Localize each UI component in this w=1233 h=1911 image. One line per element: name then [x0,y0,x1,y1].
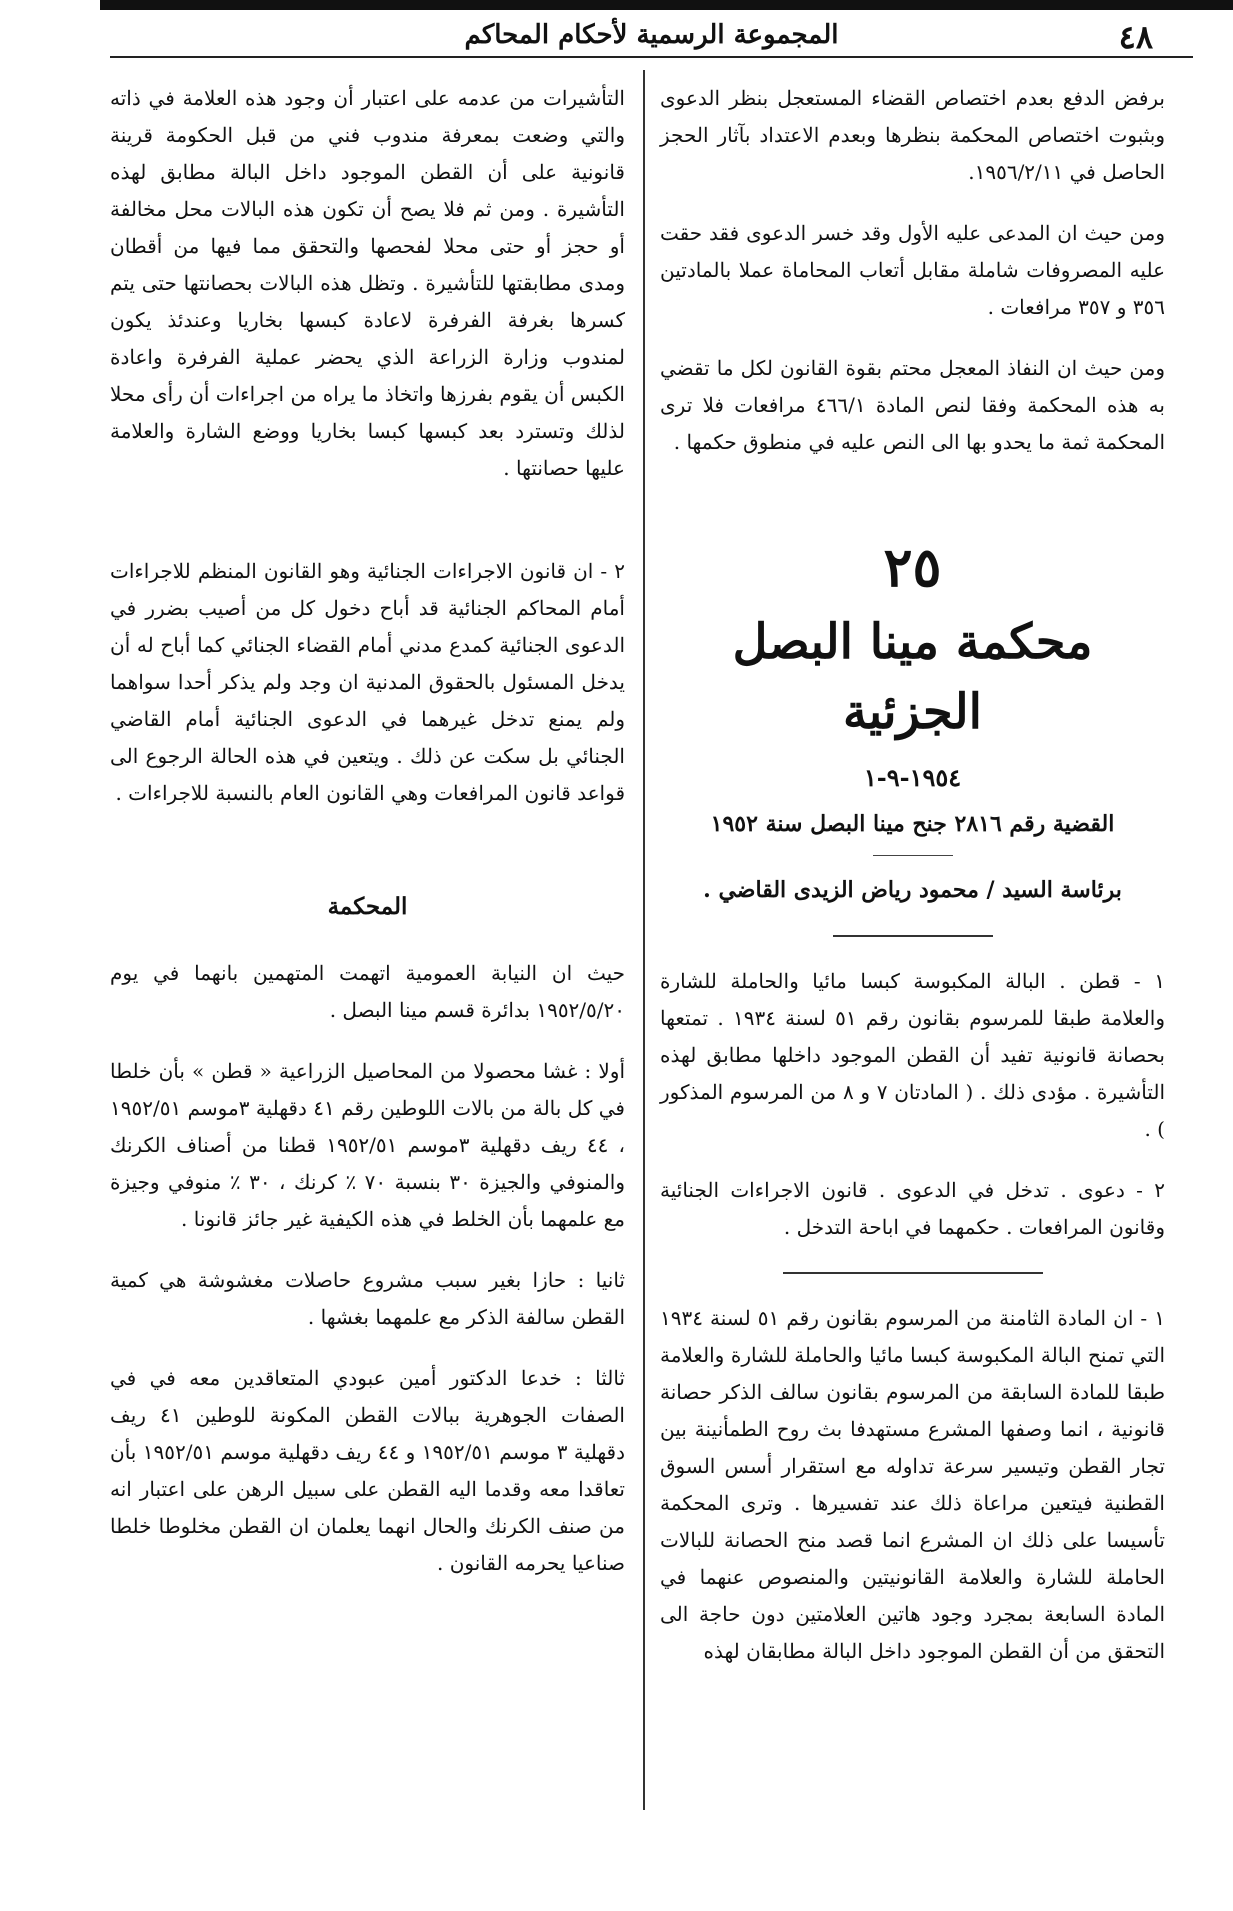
summary-item: ٢ - دعوى . تدخل في الدعوى . قانون الاجراءات الجنائية وقانون المرافعات . حكمهما في اباحة التدخل . [660,1178,1165,1239]
paragraph: التأشيرات من عدمه على اعتبار أن وجود هذه العلامة في ذاته والتي وضعت بمعرفة مندوب فني من قبل الحكومة قرينة قانونية على أن القطن الموجود داخل البالة مطابق لهذه التأشيرة . ومن ثم فلا يصح أن تكون هذه البالات محل مخالفة أو حجز أو حتى محلا لفحصها والتحقق مما فيها من أقطان ومدى مطابقتها للتأشيرة . وتظل هذه البالات بحصانتها حتى يتم كسرها بغرفة الفرفرة لاعادة كبسها بخاريا وعندئذ يكون لمندوب وزارة الزراعة الذي يحضر عملية الفرفرة واعادة الكبس أن يقوم بفرزها واتخاذ ما يراه من اجراءات أن رأى محلا لذلك وتسترد بعد كبسها كبسا بخاريا ووضع الشارة والعلامة عليها حصانتها . [110,86,625,480]
case-number: ٢٥ [883,535,942,599]
divider [783,1272,1043,1274]
paragraph: حيث ان النيابة العمومية اتهمت المتهمين بانهما في يوم ١٩٥٢/٥/٢٠ بدائرة قسم مينا البصل . [110,961,625,1022]
right-column [660,80,1165,1694]
paragraph: ومن حيث ان النفاذ المعجل محتم بقوة القانون لكل ما تقضي به هذه المحكمة وفقا لنص المادة ٤٦٦/١ مرافعات فلا ترى المحكمة ثمة ما يحدو بها الى النص عليه في منطوق حكمها . [660,356,1165,454]
paragraph: برفض الدفع بعدم اختصاص القضاء المستعجل بنظر الدعوى وبثبوت اختصاص المحكمة بنظرها وبعدم الاعتداد بآثار الحجز الحاصل في ١٩٥٦/٢/١١. [660,86,1165,184]
summary-item: ١ - قطن . البالة المكبوسة كبسا مائيا والحاملة للشارة والعلامة طبقا للمرسوم بقانون رقم ٥١ لسنة ١٩٣٤ . تمتعها بحصانة قانونية تفيد أن القطن الموجود داخلها مطابق لهذه التأشيرة . مؤدى ذلك . ( المادتان ٧ و ٨ من المرسوم المذكور ) . [660,969,1165,1141]
presiding-judge: برئاسة السيد / محمود رياض الزيدى القاضي . [703,877,1122,903]
paragraph: ومن حيث ان المدعى عليه الأول وقد خسر الدعوى فقد حقت عليه المصروفات شاملة مقابل أتعاب المحاماة عملا بالمادتين ٣٥٦ و ٣٥٧ مرافعات . [660,221,1165,319]
paragraph: ثالثا : خدعا الدكتور أمين عبودي المتعاقدين معه في في الصفات الجوهرية ببالات القطن المكونة للوطين ٤١ ريف دقهلية ٣ موسم ١٩٥٢/٥١ و ٤٤ ريف دقهلية موسم ١٩٥٢/٥١ بأن تعاقدا معه وقدما اليه القطن على سبيل الرهن على اعتبار انه من صنف الكرنك والحال انهما يعلمان ان القطن مخلوطا خلطا صناعيا يحرمه القانون . [110,1366,625,1575]
column-divider [643,70,645,1810]
section-heading: المحكمة [327,893,408,920]
paragraph: ٢ - ان قانون الاجراءات الجنائية وهو القانون المنظم للاجراءات أمام المحاكم الجنائية قد أباح دخول كل من أصيب بضرر في الدعوى الجنائية كمدع مدني أمام القضاء الجنائي كما أباح له أن يدخل المسئول بالحقوق المدنية ان وجد ولم يذكر أحدا سواهما ولم يمنع تدخل غيرهما في الدعوى الجنائية أمام القاضي الجنائي بل سكت عن ذلك . ويتعين في هذه الحالة الرجوع الى قواعد قانون المرافعات وهي القانون العام بالنسبة للاجراءات . [110,559,625,805]
page-header [110,10,1193,58]
paragraph: أولا : غشا محصولا من المحاصيل الزراعية « قطن » بأن خلطا في كل بالة من بالات اللوطين رقم ٤١ دقهلية ٣موسم ١٩٥٢/٥١ ، ٤٤ ريف دقهلية ٣موسم ١٩٥٢/٥١ قطنا من أصناف الكرنك والمنوفي والجيزة ٣٠ بنسبة ٧٠ ٪ كرنك ، ٣٠ ٪ منوفي وجيزة مع علمهما بأن الخلط في هذه الكيفية غير جائز قانونا . [110,1059,626,1231]
divider [833,935,993,937]
paragraph: ثانيا : حازا بغير سبب مشروع حاصلات مغشوشة هي كمية القطن سالفة الذكر مع علمهما بغشها . [110,1268,625,1329]
running-title: المجموعة الرسمية لأحكام المحاكم [464,20,839,50]
left-column [110,80,625,1606]
judgment-date: ١٩٥٤-٩-١ [863,763,962,792]
divider [873,855,953,856]
page-number: ٤٨ [1118,18,1153,56]
top-scan-bar [100,0,1233,10]
court-name: محكمة مينا البصل الجزئية [732,614,1093,740]
case-reference: القضية رقم ٢٨١٦ جنح مينا البصل سنة ١٩٥٢ [710,811,1115,837]
paragraph: ١ - ان المادة الثامنة من المرسوم بقانون رقم ٥١ لسنة ١٩٣٤ التي تمنح البالة المكبوسة كبسا مائيا والحاملة للشارة والعلامة طبقا للمادة السابقة من المرسوم بقانون سالف الذكر حصانة قانونية ، انما وصفها المشرع مستهدفا بث روح الطمأنينة بين تجار القطن وتيسير سرعة تداوله مع استقرار أسس السوق القطنية فيتعين مراعاة ذلك عند تفسيرها . وترى المحكمة تأسيسا على ذلك ان المشرع انما قصد منح الحصانة للبالات الحاملة للشارة والعلامة القانونيتين والمنصوص عنهما في المادة السابعة بمجرد وجود هاتين العلامتين دون حاجة الى التحقق من أن القطن الموجود داخل البالة مطابقان لهذه [660,1306,1165,1663]
